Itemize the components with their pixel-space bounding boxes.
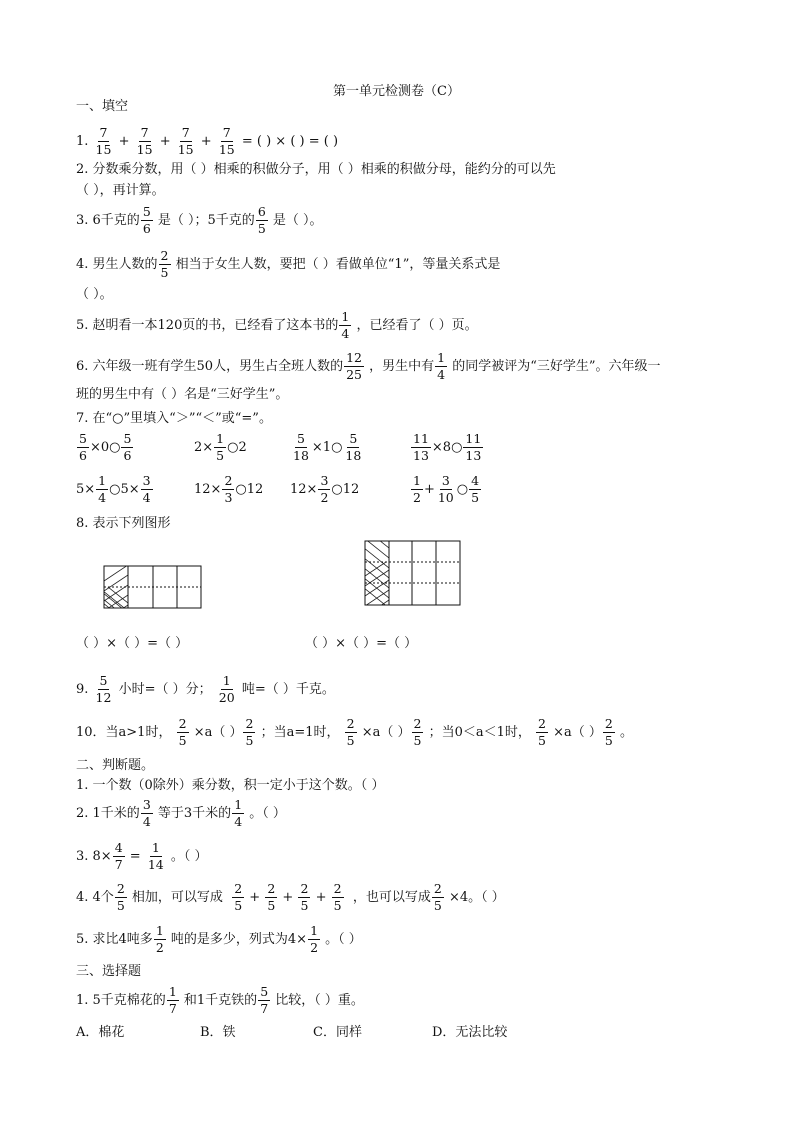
fraction: $\frac{1}{4}$ xyxy=(98,473,107,505)
judge-3: 3. 8× $\frac{4}{7}$ = $\frac{1}{14}$ 。（ ） xyxy=(76,840,208,872)
choice-1: 1. 5千克棉花的 $\frac{1}{7}$ 和1千克铁的 $\frac{5}{7}$ 比较，（ ）重。 xyxy=(76,984,364,1016)
fraction: $\frac{12}{25}$ xyxy=(346,350,362,382)
question-7-row1: $\frac{5}{6}$ ×0 ○ 5 6 2× $\frac{1}{5}$ ○ 2 $\frac{5}{18}$ ×1 ○ 5 18 $\frac{11}{13}$ ×8 ○ 11 13 xyxy=(79,431,482,463)
fraction: $\frac{2}{5}$ xyxy=(300,881,309,913)
question-8-answer-1: （ ）×（ ）=（ ） xyxy=(76,636,189,651)
fraction: $\frac{3}{10}$ xyxy=(437,473,454,505)
fraction: 4 5 xyxy=(471,473,480,505)
fraction: $\frac{5}{6}$ xyxy=(142,204,151,236)
fraction: $\frac{1}{2}$ xyxy=(155,923,164,955)
question-2-line2: （ ），再计算。 xyxy=(76,183,165,198)
question-6-line2: 班的男生中有（ ）名是“三好学生”。 xyxy=(76,387,289,402)
fraction: $\frac{4}{7}$ xyxy=(114,840,123,872)
fraction: $\frac{5}{18}$ xyxy=(293,431,309,463)
fraction: $\frac{1}{20}$ xyxy=(218,673,235,705)
question-1: 1. $\frac{7}{15}$ + $\frac{7}{15}$ + $\frac{7}{15}$ + $\frac{7}{15}$ = ( ) × ( ) = ( ) xyxy=(76,125,339,157)
fraction: $\frac{1}{2}$ xyxy=(310,923,319,955)
section-heading-judge: 二、判断题。 xyxy=(76,758,155,773)
fraction: $\frac{2}{5}$ xyxy=(245,716,254,748)
judge-1: 1. 一个数（0除外）乘分数，积一定小于这个数。（ ） xyxy=(76,778,385,793)
fraction: $\frac{5}{7}$ xyxy=(260,984,269,1016)
choice-option-c: C．同样 xyxy=(313,1025,362,1040)
page-title: 第一单元检测卷（C） xyxy=(333,84,460,99)
question-4-line2: （ ）。 xyxy=(76,287,113,302)
fraction: $\frac{1}{4}$ xyxy=(437,350,446,382)
fraction: $\frac{6}{5}$ xyxy=(257,204,266,236)
fraction: $\frac{5}{12}$ xyxy=(95,673,112,705)
fraction: $\frac{7}{15}$ xyxy=(177,125,194,157)
choice-option-a: A．棉花 xyxy=(76,1025,125,1040)
fraction: $\frac{7}{15}$ xyxy=(95,125,112,157)
fraction: $\frac{7}{15}$ xyxy=(218,125,235,157)
judge-2: 2. 1千米的 $\frac{3}{4}$ 等于3千米的 $\frac{1}{4}$ 。（ ） xyxy=(76,797,286,829)
fraction: $\frac{2}{5}$ xyxy=(333,881,342,913)
question-7-row2: 5× $\frac{1}{4}$ ○ 5× $\frac{3}{4}$ 12× $\frac{2}{3}$ ○ 12 12× $\frac{3}{2}$ ○ 12 1 2 + $\frac{3}{10}$ ○ 4 5 xyxy=(76,473,480,505)
fraction: $\frac{3}{4}$ xyxy=(142,797,151,829)
fraction: $\frac{2}{5}$ xyxy=(433,881,442,913)
fraction: $\frac{2}{5}$ xyxy=(178,716,187,748)
fraction: $\frac{11}{13}$ xyxy=(413,431,429,463)
fraction: $\frac{2}{5}$ xyxy=(604,716,613,748)
choice-option-d: D．无法比较 xyxy=(432,1025,508,1040)
fraction-grid-1 xyxy=(103,565,203,609)
fraction: $\frac{2}{5}$ xyxy=(346,716,355,748)
fraction: 5 6 xyxy=(123,431,132,463)
judge-5: 5. 求比4吨多 $\frac{1}{2}$ 吨的是多少，列式为4× $\frac{1}{2}$ 。（ ） xyxy=(76,923,362,955)
question-9: 9. $\frac{5}{12}$ 小时=（ ）分； $\frac{1}{20}$ 吨=（ ）千克。 xyxy=(76,673,335,705)
fraction: $\frac{2}{5}$ xyxy=(538,716,546,748)
choice-option-b: B．铁 xyxy=(200,1025,236,1040)
fraction: $\frac{3}{2}$ xyxy=(320,473,329,505)
question-8-answer-2: （ ）×（ ）=（ ） xyxy=(305,636,418,651)
fraction: $\frac{1}{4}$ xyxy=(341,309,350,341)
fraction: 11 13 xyxy=(465,431,482,463)
question-8-head: 8. 表示下列图形 xyxy=(76,516,171,531)
fraction: $\frac{7}{15}$ xyxy=(136,125,153,157)
fraction-grid-2 xyxy=(364,540,462,606)
section-heading-choice: 三、选择题 xyxy=(76,964,142,979)
fraction: $\frac{5}{6}$ xyxy=(79,431,87,463)
fraction: 5 18 xyxy=(345,431,362,463)
fraction: $\frac{2}{5}$ xyxy=(267,881,276,913)
fraction: $\frac{2}{3}$ xyxy=(224,473,233,505)
question-3: 3. 6千克的 $\frac{5}{6}$ 是（ ）；5千克的 $\frac{6}{5}$ 是（ ）。 xyxy=(76,204,323,236)
question-6: 6. 六年级一班有学生50人，男生占全班人数的 $\frac{12}{25}$ ，男生中有 $\frac{1}{4}$ 的同学被评为“三好学生”。六年级一 xyxy=(76,350,661,382)
fraction: $\frac{1}{14}$ xyxy=(147,840,164,872)
fraction: $\frac{1}{7}$ xyxy=(168,984,177,1016)
judge-4: 4. 4个 $\frac{2}{5}$ 相加，可以写成 $\frac{2}{5}$ + $\frac{2}{5}$ + $\frac{2}{5}$ + $\frac{2}{5}$ ，也可以写成 $\frac{2}{5}$ ×4。（ ） xyxy=(76,881,505,913)
question-7-head: 7. 在“○”里填入“＞”“＜”或“=”。 xyxy=(76,411,272,426)
fraction: $\frac{3}{4}$ xyxy=(142,473,151,505)
fraction: 1 2 xyxy=(413,473,421,505)
fraction: $\frac{1}{5}$ xyxy=(216,431,225,463)
question-10: 10．当a>1时， $\frac{2}{5}$ ×a（ ） $\frac{2}{5}$ ；当a=1时， $\frac{2}{5}$ ×a（ ） $\frac{2}{5}$ ；当0＜a＜1时， $\frac{2}{5}$ ×a（ ） $\frac{2}{5}$ 。 xyxy=(76,716,634,748)
question-5: 5. 赵明看一本120页的书，已经看了这本书的 $\frac{1}{4}$ ，已经看了（ ）页。 xyxy=(76,309,478,341)
fraction: $\frac{2}{5}$ xyxy=(160,248,169,280)
question-2-line1: 2. 分数乘分数，用（ ）相乘的积做分子，用（ ）相乘的积做分母，能约分的可以先 xyxy=(76,162,556,177)
section-heading-fill: 一、填空 xyxy=(76,99,129,114)
fraction: $\frac{2}{5}$ xyxy=(234,881,243,913)
fraction: $\frac{1}{4}$ xyxy=(234,797,243,829)
fraction: $\frac{2}{5}$ xyxy=(116,881,125,913)
question-4: 4. 男生人数的 $\frac{2}{5}$ 相当于女生人数，要把（ ）看做单位“1”，等量关系式是 xyxy=(76,248,501,280)
fraction: $\frac{2}{5}$ xyxy=(413,716,422,748)
